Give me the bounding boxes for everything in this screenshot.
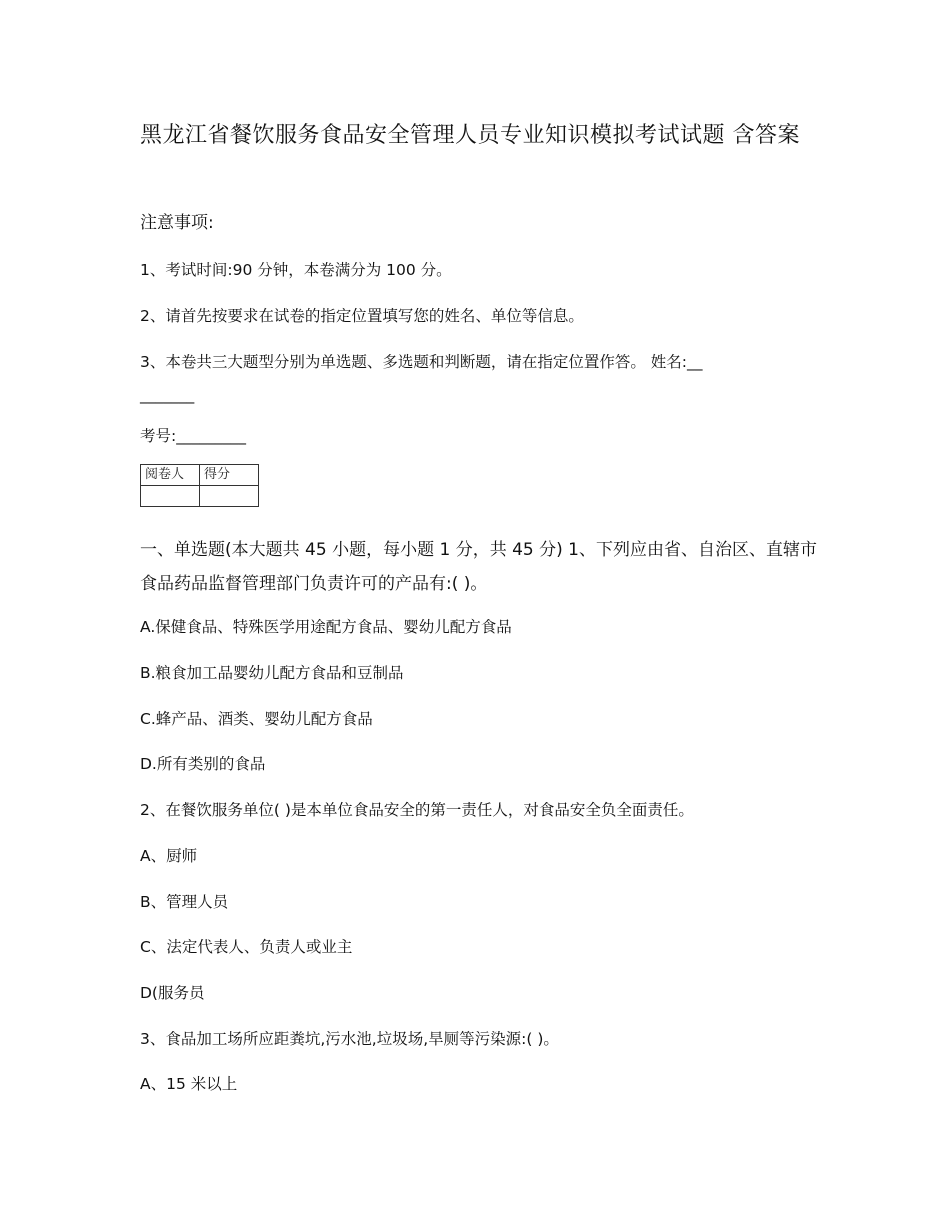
notice-heading: 注意事项: (140, 213, 214, 233)
score-cell (200, 486, 259, 507)
q1-option-b: B.粮食加工品婴幼儿配方食品和豆制品 (140, 664, 404, 682)
grader-header: 阅卷人 (141, 465, 200, 486)
q3-option-a: A、15 米以上 (140, 1075, 238, 1093)
q2-option-c: C、法定代表人、负责人或业主 (140, 938, 353, 956)
question-2: 2、在餐饮服务单位( )是本单位食品安全的第一责任人，对食品安全负全面责任。 (140, 801, 694, 819)
notice-item-3: 3、本卷共三大题型分别为单选题、多选题和判断题，请在指定位置作答。 姓名:__ (140, 353, 703, 371)
document-title: 黑龙江省餐饮服务食品安全管理人员专业知识模拟考试试题 含答案 (140, 123, 800, 148)
q2-option-b: B、管理人员 (140, 893, 229, 911)
section-heading-single-choice: 一、单选题(本大题共 45 小题，每小题 1 分，共 45 分) 1、下列应由省、自治区、直辖市食品药品监督管理部门负责许可的产品有:( )。 (140, 540, 817, 594)
notice-item-1: 1、考试时间:90 分钟，本卷满分为 100 分。 (140, 261, 452, 279)
q2-option-d: D(服务员 (140, 984, 205, 1002)
q1-option-d: D.所有类别的食品 (140, 755, 266, 773)
q1-option-c: C.蜂产品、酒类、婴幼儿配方食品 (140, 710, 373, 728)
grader-cell (141, 486, 200, 507)
notice-item-2: 2、请首先按要求在试卷的指定位置填写您的姓名、单位等信息。 (140, 307, 584, 325)
q2-option-a: A、厨师 (140, 847, 198, 865)
score-table (140, 464, 259, 507)
exam-number-field: 考号:_________ (140, 427, 246, 445)
question-3: 3、食品加工场所应距粪坑,污水池,垃圾场,旱厕等污染源:( )。 (140, 1030, 559, 1048)
score-table-header-row (141, 465, 259, 486)
q1-option-a: A.保健食品、特殊医学用途配方食品、婴幼儿配方食品 (140, 618, 512, 636)
score-header: 得分 (200, 465, 259, 486)
name-blank-continuation: _______ (140, 386, 195, 404)
score-table-body-row (141, 486, 259, 507)
